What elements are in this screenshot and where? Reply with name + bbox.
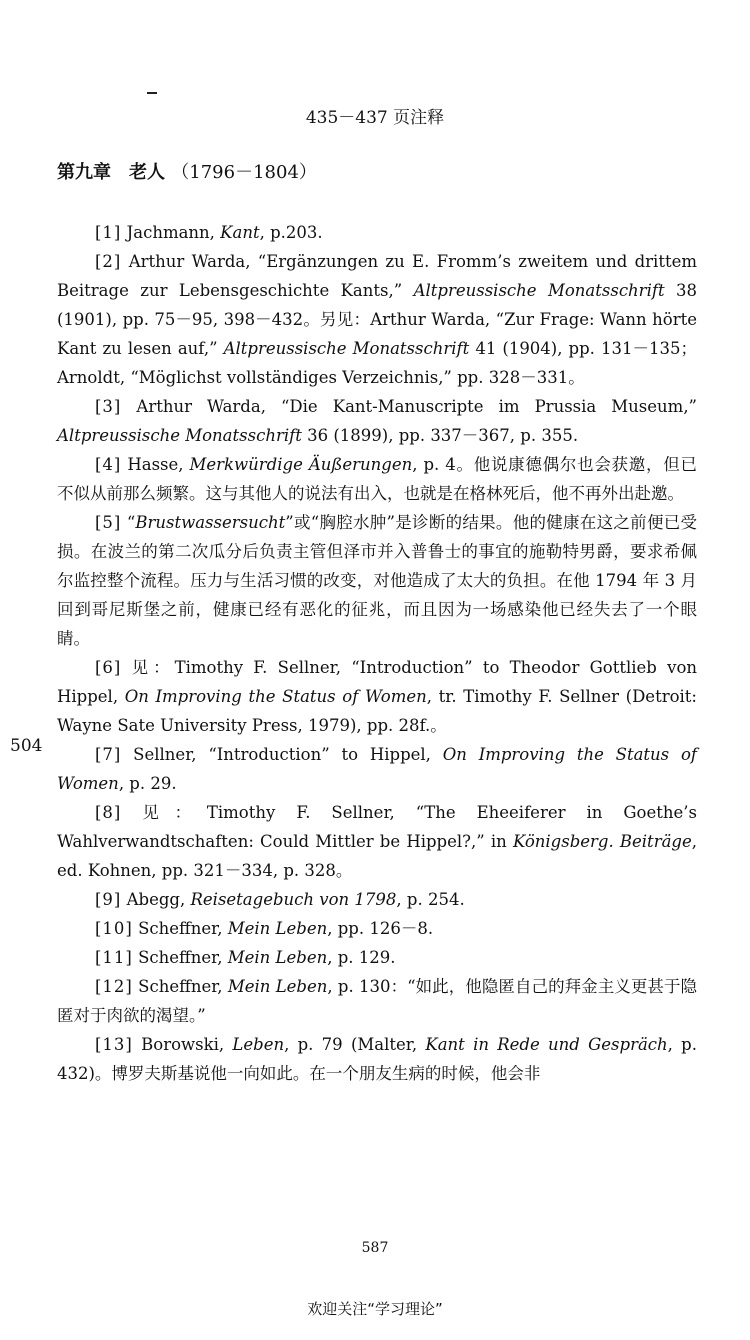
footnote-title: Merkwürdige Äußerungen — [189, 455, 413, 474]
footnote-text: , p. 4。他说康德偶尔也会获邀，但已不似从前那么频繁。这与其他人的说法有出入，也就是在格林死后，他不再外出赴邀。 — [57, 455, 697, 503]
footnote-title: Leben — [232, 1035, 285, 1054]
footnote-number: [4] — [95, 455, 122, 474]
footnote-title: Kant in Rede und Gespräch — [425, 1035, 668, 1054]
footnote-number: [2] — [95, 252, 122, 271]
footnote-title: Mein Leben — [227, 948, 328, 967]
footnote-text: Sellner, “Introduction” to Hippel, — [121, 745, 443, 764]
footnote-text: 41 (1904), pp. 131－135；Arnoldt, “Möglichst vollständiges Verzeichnis,” pp. 328－331。 — [57, 339, 697, 387]
footnote — [57, 885, 697, 914]
footnote-number: [1] — [95, 223, 122, 242]
footnote — [57, 914, 697, 943]
footnote-number: [7] — [95, 745, 122, 764]
footnote-text: Jachmann, — [121, 223, 221, 242]
original-page-number: 504 — [10, 736, 43, 756]
footnote-title: Reisetagebuch von 1798 — [190, 890, 397, 909]
running-header: 435－437 页注释 — [305, 108, 445, 128]
footnote-text: “ — [121, 513, 136, 532]
footnote-text: , p. 254. — [396, 890, 465, 909]
footnote-number: [10] — [95, 919, 133, 938]
footnote-number: [11] — [95, 948, 133, 967]
footnote — [57, 450, 697, 508]
footnote-title: Mein Leben — [227, 977, 328, 996]
footnote-text: Scheffner, — [132, 919, 228, 938]
footnote-text: 见：Timothy F. Sellner, “The Eheeiferer in Goethe’s Wahlverwandtschaften: Could Mittler be Hippel?,” in — [57, 803, 697, 851]
footnote-text: , p. 79 (Malter, — [284, 1035, 426, 1054]
footnote-number: [5] — [95, 513, 122, 532]
footer-text: 欢迎关注“学习理论” — [307, 1300, 443, 1318]
footnote-text: Scheffner, — [132, 977, 228, 996]
footnote — [57, 1030, 697, 1088]
footnote-text: , pp. 126－8. — [327, 919, 434, 938]
footnote-text: Scheffner, — [132, 948, 228, 967]
footnote — [57, 392, 697, 450]
footnote-title: Brustwassersucht — [135, 513, 286, 532]
footnote-text: , p. 29. — [118, 774, 177, 793]
footnote — [57, 508, 697, 653]
footnote — [57, 798, 697, 885]
footnote — [57, 218, 697, 247]
footnote — [57, 943, 697, 972]
footnote — [57, 247, 697, 392]
footnote-text: Arthur Warda, “Die Kant-Manuscripte im Prussia Museum,” — [121, 397, 697, 416]
footnote-text: 36 (1899), pp. 337－367, p. 355. — [301, 426, 579, 445]
footnote — [57, 972, 697, 1030]
footnote-title: Altpreussische Monatsschrift — [57, 426, 302, 445]
footnote-text: 见：Timothy F. Sellner, “Introduction” to Theodor Gottlieb von Hippel, — [57, 658, 697, 706]
footnote-title: Königsberg. Beiträge — [512, 832, 692, 851]
footnote-title: Kant — [220, 223, 260, 242]
footnote-number: [13] — [95, 1035, 133, 1054]
footnote-number: [9] — [95, 890, 122, 909]
footnote-title: Mein Leben — [227, 919, 328, 938]
footnote-text: , tr. Timothy F. Sellner (Detroit: Wayne Sate University Press, 1979), pp. 28f.。 — [57, 687, 697, 735]
page-number: 587 — [361, 1240, 389, 1256]
footnote-text: ”或“胸腔水肿”是诊断的结果。他的健康在这之前便已受损。在波兰的第二次瓜分后负责主管但泽市并入普鲁士的事宜的施勒特男爵，要求希佩尔监控整个流程。压力与生活习惯的改变，对他造成了太大的负担。在他 1794 年 3 月回到哥尼斯堡之前，健康已经有恶化的征兆，而且因为一场感染他已经失去了一个眼睛。 — [57, 513, 697, 648]
footnote-title: On Improving the Status of Women — [124, 687, 427, 706]
footnote-text: Abegg, — [121, 890, 191, 909]
footnote-number: [6] — [95, 658, 122, 677]
footnote-number: [12] — [95, 977, 133, 996]
footnote-text: Borowski, — [132, 1035, 233, 1054]
chapter-heading — [57, 158, 317, 184]
footnote-text: , ed. Kohnen, pp. 321－334, p. 328。 — [57, 832, 697, 880]
notes-list — [57, 218, 697, 1088]
footnote-text: , p. 432)。博罗夫斯基说他一向如此。在一个朋友生病的时候，他会非 — [57, 1035, 697, 1083]
footnote-title: On Improving the Status of Women — [57, 745, 697, 793]
footnote-title: Altpreussische Monatsschrift — [413, 281, 665, 300]
footnote — [57, 653, 697, 740]
footnote-number: [3] — [95, 397, 122, 416]
footnote-text: Arthur Warda, “Ergänzungen zu E. Fromm’s zweitem und drittem Beitrage zur Lebensgeschichte Kants,” — [57, 252, 697, 300]
footnote-text: 38 (1901), pp. 75－95, 398－432。另见：Arthur Warda, “Zur Frage: Wann hörte Kant zu lesen auf,” — [57, 281, 697, 358]
footnote — [57, 740, 697, 798]
margin-dash — [147, 92, 157, 94]
footnote-text: Hasse, — [121, 455, 190, 474]
footnote-title: Altpreussische Monatsschrift — [223, 339, 470, 358]
footnote-text: , p.203. — [259, 223, 323, 242]
footnote-text: , p. 129. — [327, 948, 396, 967]
footnote-text: , p. 130：“如此，他隐匿自己的拜金主义更甚于隐匿对于肉欲的渴望。” — [57, 977, 697, 1025]
footnote-number: [8] — [95, 803, 122, 822]
chapter-label: 第九章 老人 — [57, 162, 165, 183]
chapter-years: （1796－1804） — [171, 162, 317, 183]
